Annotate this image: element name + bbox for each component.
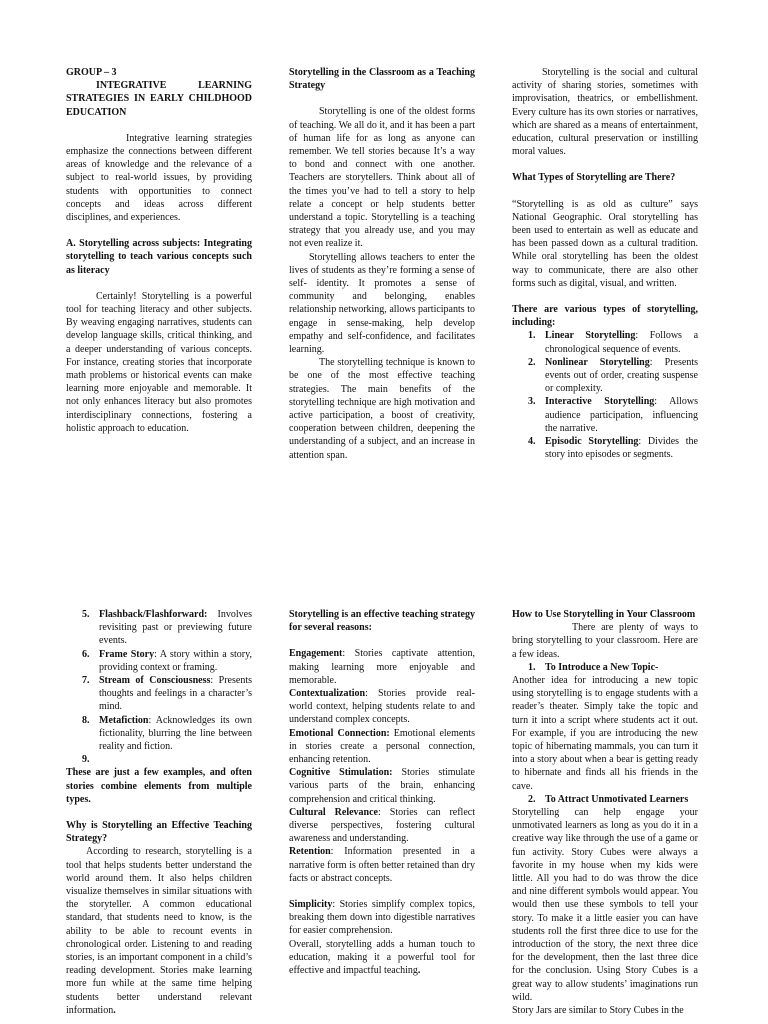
reason-simplicity: Simplicity: Stories simplify complex topics, breaking them down into digestible narratives for easier comprehension. (289, 899, 475, 937)
document-title: INTEGRATIVE LEARNING STRATEGIES IN EARLY CHILDHOOD EDUCATION (66, 80, 252, 118)
list-item: 4. Episodic Storytelling: Divides the story into episodes or segments. (528, 436, 698, 461)
examples-summary: These are just a few examples, and often stories combine elements from multiple types. (66, 767, 252, 805)
how-to-use-heading: How to Use Storytelling in Your Classroom (512, 609, 696, 620)
social-activity-paragraph: Storytelling is the social and cultural activity of sharing stories, sometimes with improvisation, theatrics, or embellishment. Every culture has its own stories or narratives, which are shared as a means of entertainment, education, cultural preservation or instilling moral values. (512, 67, 698, 158)
list-item: 9. (82, 754, 90, 766)
why-effective-paragraph: According to research, storytelling is a tool that helps students better understand the world around them. It also helps children visualize themselves in similar situations with the storyteller. A common educational standard, that students need to know, is the ability to be able to recount events in chronological order. Listening to and reading stories, is an important component in a child’s reading development. Stories make learning more fun while at the same time helping students better understand relevant information. (66, 846, 252, 1016)
reason-emotional-connection: Emotional Connection: Emotional elements in stories create a personal connection, enhancing retention. (289, 727, 476, 766)
story-jars-paragraph: Story Jars are similar to Story Cubes in the (512, 1005, 684, 1017)
list-item: 7. Stream of Consciousness: Presents thoughts and feelings in a character’s mind. (82, 675, 252, 713)
group-label: GROUP – 3 (66, 67, 117, 78)
column-1 (66, 66, 252, 435)
column-4 (66, 608, 252, 1017)
list-item: 8. Metafiction: Acknowledges its own fictionality, blurring the line between reality and fiction. (82, 714, 252, 753)
classroom-strategy-heading: Storytelling in the Classroom as a Teaching Strategy (289, 67, 475, 92)
new-topic-paragraph: Another idea for introducing a new topic using storytelling is to engage students with a reader’s theater. Simply take the topic and turn it into a script where students act it out. For example, if you are introducing the new topic of hibernating mammals, you can turn it into a story about when a bear is getting ready to hibernate and finds all his friends in the cave. (512, 675, 698, 792)
list-item: 5. Flashback/Flashforward: Involves revisiting past or previewing future events. (82, 609, 252, 647)
reason-retention: Retention: Information presented in a narrative form is often better retained than dry facts or abstract concepts. (289, 846, 475, 884)
storytelling-types-list (512, 329, 698, 461)
list-item: 2. Nonlinear Storytelling: Presents events out of order, creating suspense or complexity. (528, 356, 699, 395)
types-heading: What Types of Storytelling are There? (512, 172, 676, 184)
list-item: 1. Linear Storytelling: Follows a chronological sequence of events. (528, 330, 699, 355)
subheading-new-topic: 1. To Introduce a New Topic- (528, 661, 659, 673)
column-3 (512, 66, 698, 461)
overall-paragraph: Overall, storytelling adds a human touch to education, making it a powerful tool for effective and impactful teaching. (289, 938, 475, 977)
list-item: 3. Interactive Storytelling: Allows audience participation, influencing the narrative. (528, 396, 699, 434)
column-6 (512, 608, 698, 1017)
reason-cultural-relevance: Cultural Relevance: Stories can reflect diverse perspectives, fostering cultural awareness and understanding. (289, 806, 475, 845)
national-geographic-paragraph: “Storytelling is as old as culture” says National Geographic. Oral storytelling has been used to entertain as well as educate and has been passed down as a cultural tradition. While oral storytelling has been the oldest way to communicate, there are also other forms such as digital, visual, and written. (512, 198, 698, 289)
unmotivated-learners-paragraph: Storytelling can help engage your unmotivated learners as long as you do it in a creative way like through the use of a game or fun activity. Story Cubes were always a favorite in my house when my kids were little. All you had to do was throw the dice and nine different symbols would appear. You would then use these symbols to tell your story. To make it a little easier you can have students roll the first three dice to use for the introduction of the story, the next three dice for the development, then the last three dice for the conclusion. Using Story Cubes is a great way to allow students’ imaginations run wild. (512, 807, 698, 1003)
reason-cognitive-stimulation: Cognitive Stimulation: Stories stimulate various parts of the brain, enhancing comprehension and critical thinking. (289, 767, 475, 805)
intro-paragraph: Integrative learning strategies emphasize the connections between different areas of knowledge and the relevance of a subject to real-world issues, by providing students with opportunities to connect concepts and ideas across different disciplines, and experiences. (66, 132, 252, 224)
storytelling-types-list-continued (66, 608, 252, 766)
reasons-heading: Storytelling is an effective teaching strategy for several reasons: (289, 609, 475, 634)
oldest-forms-paragraph: Storytelling is one of the oldest forms of teaching. We all do it, and it has been a part of human life for as long as anyone can remember. We tell stories because It’s a way to bond and connect with one another. Teachers are storytellers. Think about all of the times you’ve had to tell a story to help relate a concept or help students better understand a topic. Storytelling is a teaching strategy that you already use, and you may not even realize it. (289, 106, 475, 250)
subheading-unmotivated-learners: 2. To Attract Unmotivated Learners (528, 793, 689, 805)
column-2 (289, 66, 475, 462)
column-5 (289, 608, 475, 977)
section-a-heading: A. Storytelling across subjects: Integrating storytelling to teach various concepts such as literacy (66, 238, 252, 276)
list-item: 6. Frame Story: A story within a story, providing context or framing. (82, 648, 252, 673)
reason-contextualization: Contextualization: Stories provide real-world context, helping students relate to and understand complex concepts. (289, 688, 475, 726)
self-identity-paragraph: Storytelling allows teachers to enter the lives of students as they’re forming a sense of self- identity. It promotes a sense of community and belonging, enables relationship networking, allows participants to engage in sense-making, help develop empathy and self-confidence, and facilitates learning. (289, 251, 475, 356)
section-a-paragraph: Certainly! Storytelling is a powerful tool for teaching literacy and other subjects. By weaving engaging narratives, students can develop language skills, critical thinking, and a deeper understanding of various concepts. For instance, creating stories that incorporate math problems or historical events can make learning more enjoyable and memorable. It not only enhances literacy but also promotes interdisciplinary connections, fostering a holistic approach to education. (66, 290, 252, 434)
why-effective-heading: Why is Storytelling an Effective Teaching Strategy? (66, 820, 252, 845)
technique-benefits-paragraph: The storytelling technique is known to be one of the most effective teaching strategies. The main benefits of the storytelling technique are high motivation and active participation, a boost of creativity, cooperation between children, deepening the understanding of a subject, and an increase in attention span. (289, 357, 475, 461)
various-types-heading: There are various types of storytelling, including: (512, 304, 698, 329)
reason-engagement: Engagement: Stories captivate attention, making learning more enjoyable and memorable. (289, 648, 475, 686)
how-to-use-intro: There are plenty of ways to bring storytelling to your classroom. Here are a few ideas. (512, 622, 698, 660)
